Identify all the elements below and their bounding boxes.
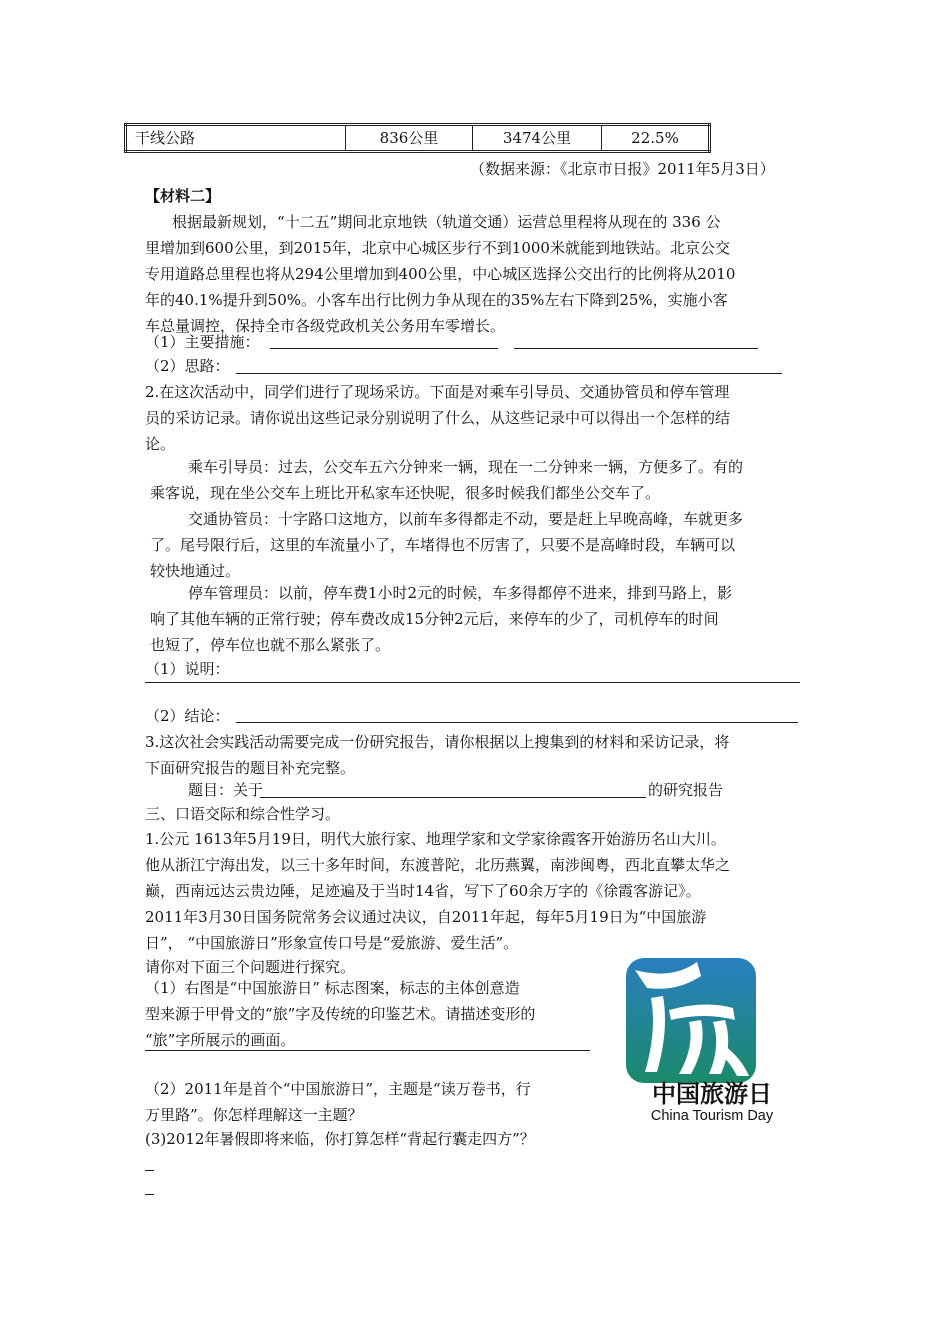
china-tourism-day-logo (617, 950, 807, 1125)
interview-text: 交通协管员：十字路口这地方，以前车多得都走不动，要是赶上早晚高峰，车就更多 (188, 510, 744, 528)
interview-text: 响了其他车辆的正常行驶；停车费改成15分钟2元后，来停车的少了，司机停车的时间 (150, 610, 719, 628)
question-text: 下面研究报告的题目补充完整。 (145, 759, 356, 777)
paragraph-line: 里增加到600公里，到2015年，北京中心城区步行不到1000米就能到地铁站。北京公交 (145, 239, 730, 257)
logo-en-text: China Tourism Day (650, 1108, 774, 1124)
logo-seal-icon (617, 950, 807, 1125)
question-text: “旅”字所展示的画面。 (145, 1031, 296, 1049)
section-text: 1.公元 1613年5月19日，明代大旅行家、地理学家和文学家徐霞客开始游历名山大川。 (145, 830, 726, 848)
question-label: （1）说明： (145, 660, 230, 678)
table-cell: 836公里 (346, 125, 473, 152)
answer-line[interactable] (145, 1194, 154, 1195)
section-text: 2011年3月30日国务院常务会议通过决议，自2011年起，每年5月19日为“中国旅游 (145, 908, 707, 926)
interview-text: 乘车引导员：过去，公交车五六分钟来一辆，现在一二分钟来一辆，方便多了。有的 (188, 458, 744, 476)
interview-text: 较快地通过。 (150, 562, 241, 580)
material2-heading: 【材料二】 (145, 187, 221, 205)
question-text: （1）右图是“中国旅游日” 标志图案，标志的主体创意造 (145, 979, 520, 997)
question-text: 2.在这次活动中，同学们进行了现场采访。下面是对乘车引导员、交通协管员和停车管理 (145, 383, 730, 401)
answer-line[interactable] (145, 1050, 590, 1051)
section-text: 请你对下面三个问题进行探究。 (145, 958, 356, 976)
table-cell: 3474公里 (473, 125, 602, 152)
answer-line[interactable] (270, 348, 498, 349)
question-text: 员的采访记录。请你说出这些记录分别说明了什么，从这些记录中可以得出一个怎样的结 (145, 409, 731, 427)
section-text: 他从浙江宁海出发，以三十多年时间，东渡普陀，北历燕翼，南涉闽粤，西北直攀太华之 (145, 856, 731, 874)
table-cell: 干线公路 (126, 125, 346, 152)
question-text: 型来源于甲骨文的“旅”字及传统的印鉴艺术。请描述变形的 (145, 1005, 536, 1023)
source-note: （数据来源：《北京市日报》2011年5月3日） (470, 160, 775, 178)
report-title-prefix: 题目：关于 (188, 781, 264, 799)
question-text: 3.这次社会实践活动需要完成一份研究报告，请你根据以上搜集到的材料和采访记录，将 (145, 733, 730, 751)
section-text: 巅，西南远达云贵边陲，足迹遍及于当时14省，写下了60余万字的《徐霞客游记》。 (145, 882, 701, 900)
interview-text: 了。尾号限行后，这里的车流量小了，车堵得也不厉害了，只要不是高峰时段，车辆可以 (150, 536, 736, 554)
question-text: 万里路”。你怎样理解这一主题？ (145, 1106, 363, 1124)
question-label: （2）思路： (145, 357, 230, 375)
data-table (124, 123, 711, 153)
table-cell: 22.5% (602, 125, 710, 152)
paragraph-line: 专用道路总里程也将从294公里增加到400公里，中心城区选择公交出行的比例将从2010 (145, 265, 736, 283)
answer-line[interactable] (145, 1170, 154, 1171)
report-title-suffix: 的研究报告 (648, 781, 724, 799)
section-text: 日”， “中国旅游日”形象宣传口号是“爱旅游、爱生活”。 (145, 934, 519, 952)
paragraph-line: 年的40.1%提升到50%。小客车出行比例力争从现在的35%左右下降到25%，实施小客 (145, 291, 728, 309)
interview-text: 停车管理员：以前，停车费1小时2元的时候，车多得都停不进来，排到马路上，影 (188, 584, 733, 602)
interview-text: 也短了，停车位也就不那么紧张了。 (150, 636, 391, 654)
section-heading: 三、口语交际和综合性学习。 (145, 805, 341, 823)
table-row (126, 125, 710, 152)
question-text: 论。 (145, 435, 176, 453)
report-title-input[interactable] (260, 797, 646, 798)
answer-line[interactable] (145, 682, 800, 683)
question-text: (3)2012年暑假即将来临，你打算怎样“背起行囊走四方”？ (145, 1130, 535, 1148)
logo-cn-text: 中国旅游日 (652, 1080, 772, 1108)
paragraph-line: 根据最新规划，“十二五”期间北京地铁（轨道交通）运营总里程将从现在的 336 公 (172, 213, 721, 231)
question-text: （2）2011年是首个“中国旅游日”，主题是“读万卷书，行 (145, 1080, 531, 1098)
answer-line[interactable] (236, 722, 798, 723)
question-label: （2）结论： (145, 707, 230, 725)
interview-text: 乘客说，现在坐公交车上班比开私家车还快呢，很多时候我们都坐公交车了。 (150, 484, 661, 502)
paragraph-line: 车总量调控，保持全市各级党政机关公务用车零增长。 (145, 317, 506, 335)
answer-line[interactable] (236, 373, 782, 374)
answer-line[interactable] (514, 348, 758, 349)
question-label: （1）主要措施： (145, 333, 260, 351)
